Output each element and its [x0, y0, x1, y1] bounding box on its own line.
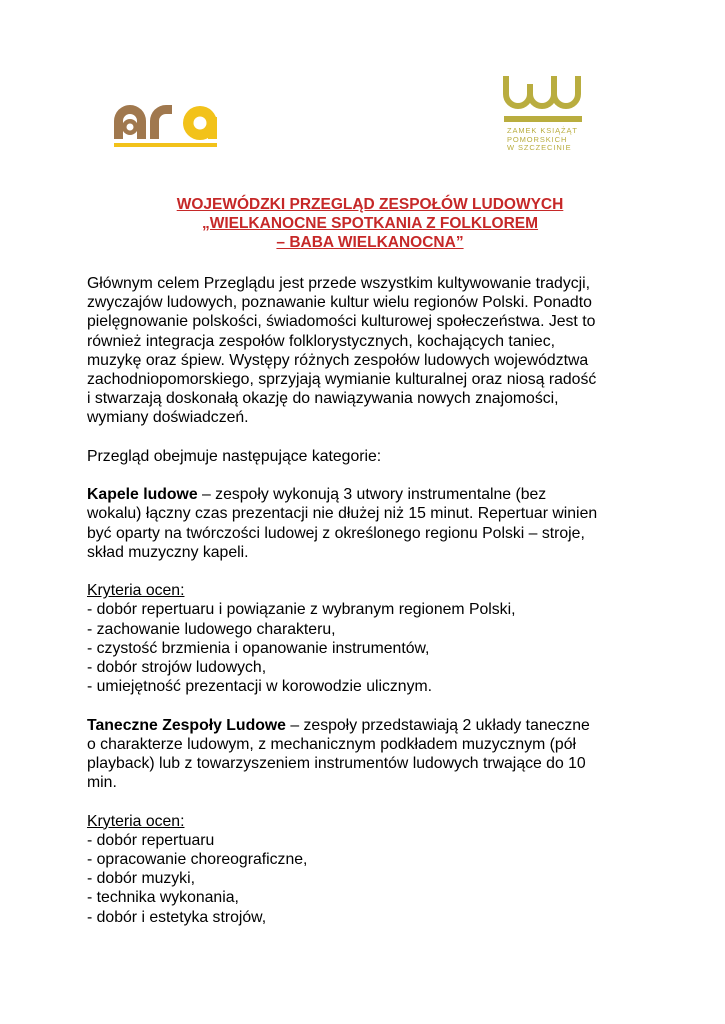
intro-line: muzykę oraz śpiew. Występy różnych zespołów ludowych województwa — [87, 351, 589, 369]
criteria-item: - dobór i estetyka strojów, — [87, 908, 267, 926]
intro-paragraph — [87, 274, 647, 428]
kapele-paragraph — [87, 485, 647, 562]
zamek-logo-text — [507, 127, 578, 153]
zamek-line: POMORSKICH — [507, 134, 568, 144]
document-body — [87, 274, 647, 927]
intro-line: wymiany doświadczeń. — [87, 409, 249, 427]
taneczne-text: – zespoły przedstawiają 2 układy taneczne — [285, 716, 590, 734]
criteria-item: - czystość brzmienia i opanowanie instrumentów, — [87, 639, 430, 657]
criteria-item: - zachowanie ludowego charakteru, — [87, 620, 336, 638]
kapele-line: wokalu) łączny czas prezentacji nie dłużej niż 15 minut. Repertuar winien — [87, 505, 598, 523]
intro-line: zachodniopomorskiego, sprzyjają wymianie kulturalnej oraz niosą radość — [87, 371, 597, 389]
taneczne-criteria-heading: Kryteria ocen: — [87, 812, 185, 830]
intro-line: Głównym celem Przeglądu jest przede wszystkim kultywowanie tradycji, — [87, 275, 591, 292]
title-line-1: WOJEWÓDZKI PRZEGLĄD ZESPOŁÓW LUDOWYCH — [176, 196, 564, 213]
intro-line: zwyczajów ludowych, poznawanie kultur wielu regionów Polski. Ponadto — [87, 294, 592, 312]
title-line-2: „WIELKANOCNE SPOTKANIA Z FOLKLOREM — [201, 215, 539, 232]
kapele-criteria — [87, 581, 647, 696]
taneczne-heading: Taneczne Zespoły Ludowe — [87, 716, 286, 734]
zamek-line: W SZCZECINIE — [507, 143, 572, 153]
taneczne-criteria — [87, 812, 647, 927]
kapele-criteria-heading: Kryteria ocen: — [87, 582, 185, 600]
categories-intro: Przegląd obejmuje następujące kategorie: — [87, 447, 382, 465]
criteria-item: - opracowanie choreograficzne, — [87, 851, 308, 869]
kapele-heading: Kapele ludowe — [87, 486, 198, 504]
title-line-3: – BABA WIELKANOCNA” — [276, 234, 464, 251]
ara-logo — [112, 97, 222, 149]
kapele-line: skład muzyczny kapeli. — [87, 543, 249, 561]
criteria-item: - dobór muzyki, — [87, 870, 195, 888]
criteria-item: - dobór strojów ludowych, — [87, 659, 267, 677]
document-title — [90, 195, 650, 252]
ara-logo-graphic — [112, 97, 222, 149]
intro-line: i stwarzają doskonałą okazję do nawiązywania nowych znajomości, — [87, 390, 559, 408]
criteria-item: - technika wykonania, — [87, 889, 239, 907]
intro-line: również integracja zespołów folklorystycznych, kochających taniec, — [87, 332, 555, 350]
kapele-text: – zespoły wykonują 3 utwory instrumentalne (bez — [197, 486, 547, 504]
taneczne-paragraph — [87, 716, 647, 793]
taneczne-line: playback) lub z towarzyszeniem instrumentów ludowych trwające do 10 — [87, 755, 586, 773]
taneczne-line: min. — [87, 774, 117, 792]
criteria-item: - umiejętność prezentacji w korowodzie ulicznym. — [87, 678, 433, 696]
zamek-line: ZAMEK KSIĄŻĄT — [507, 126, 578, 135]
kapele-line: być oparty na twórczości ludowej z określonego regionu Polski – stroje, — [87, 524, 585, 542]
criteria-item: - dobór repertuaru — [87, 831, 215, 849]
zamek-crown-icon — [502, 72, 592, 124]
taneczne-line: o charakterze ludowym, z mechanicznym podkładem muzycznym (pół — [87, 735, 577, 753]
criteria-item: - dobór repertuaru i powiązanie z wybranym regionem Polski, — [87, 601, 516, 619]
intro-line: pielęgnowanie polskości, świadomości kulturowej społeczeństwa. Jest to — [87, 313, 596, 331]
